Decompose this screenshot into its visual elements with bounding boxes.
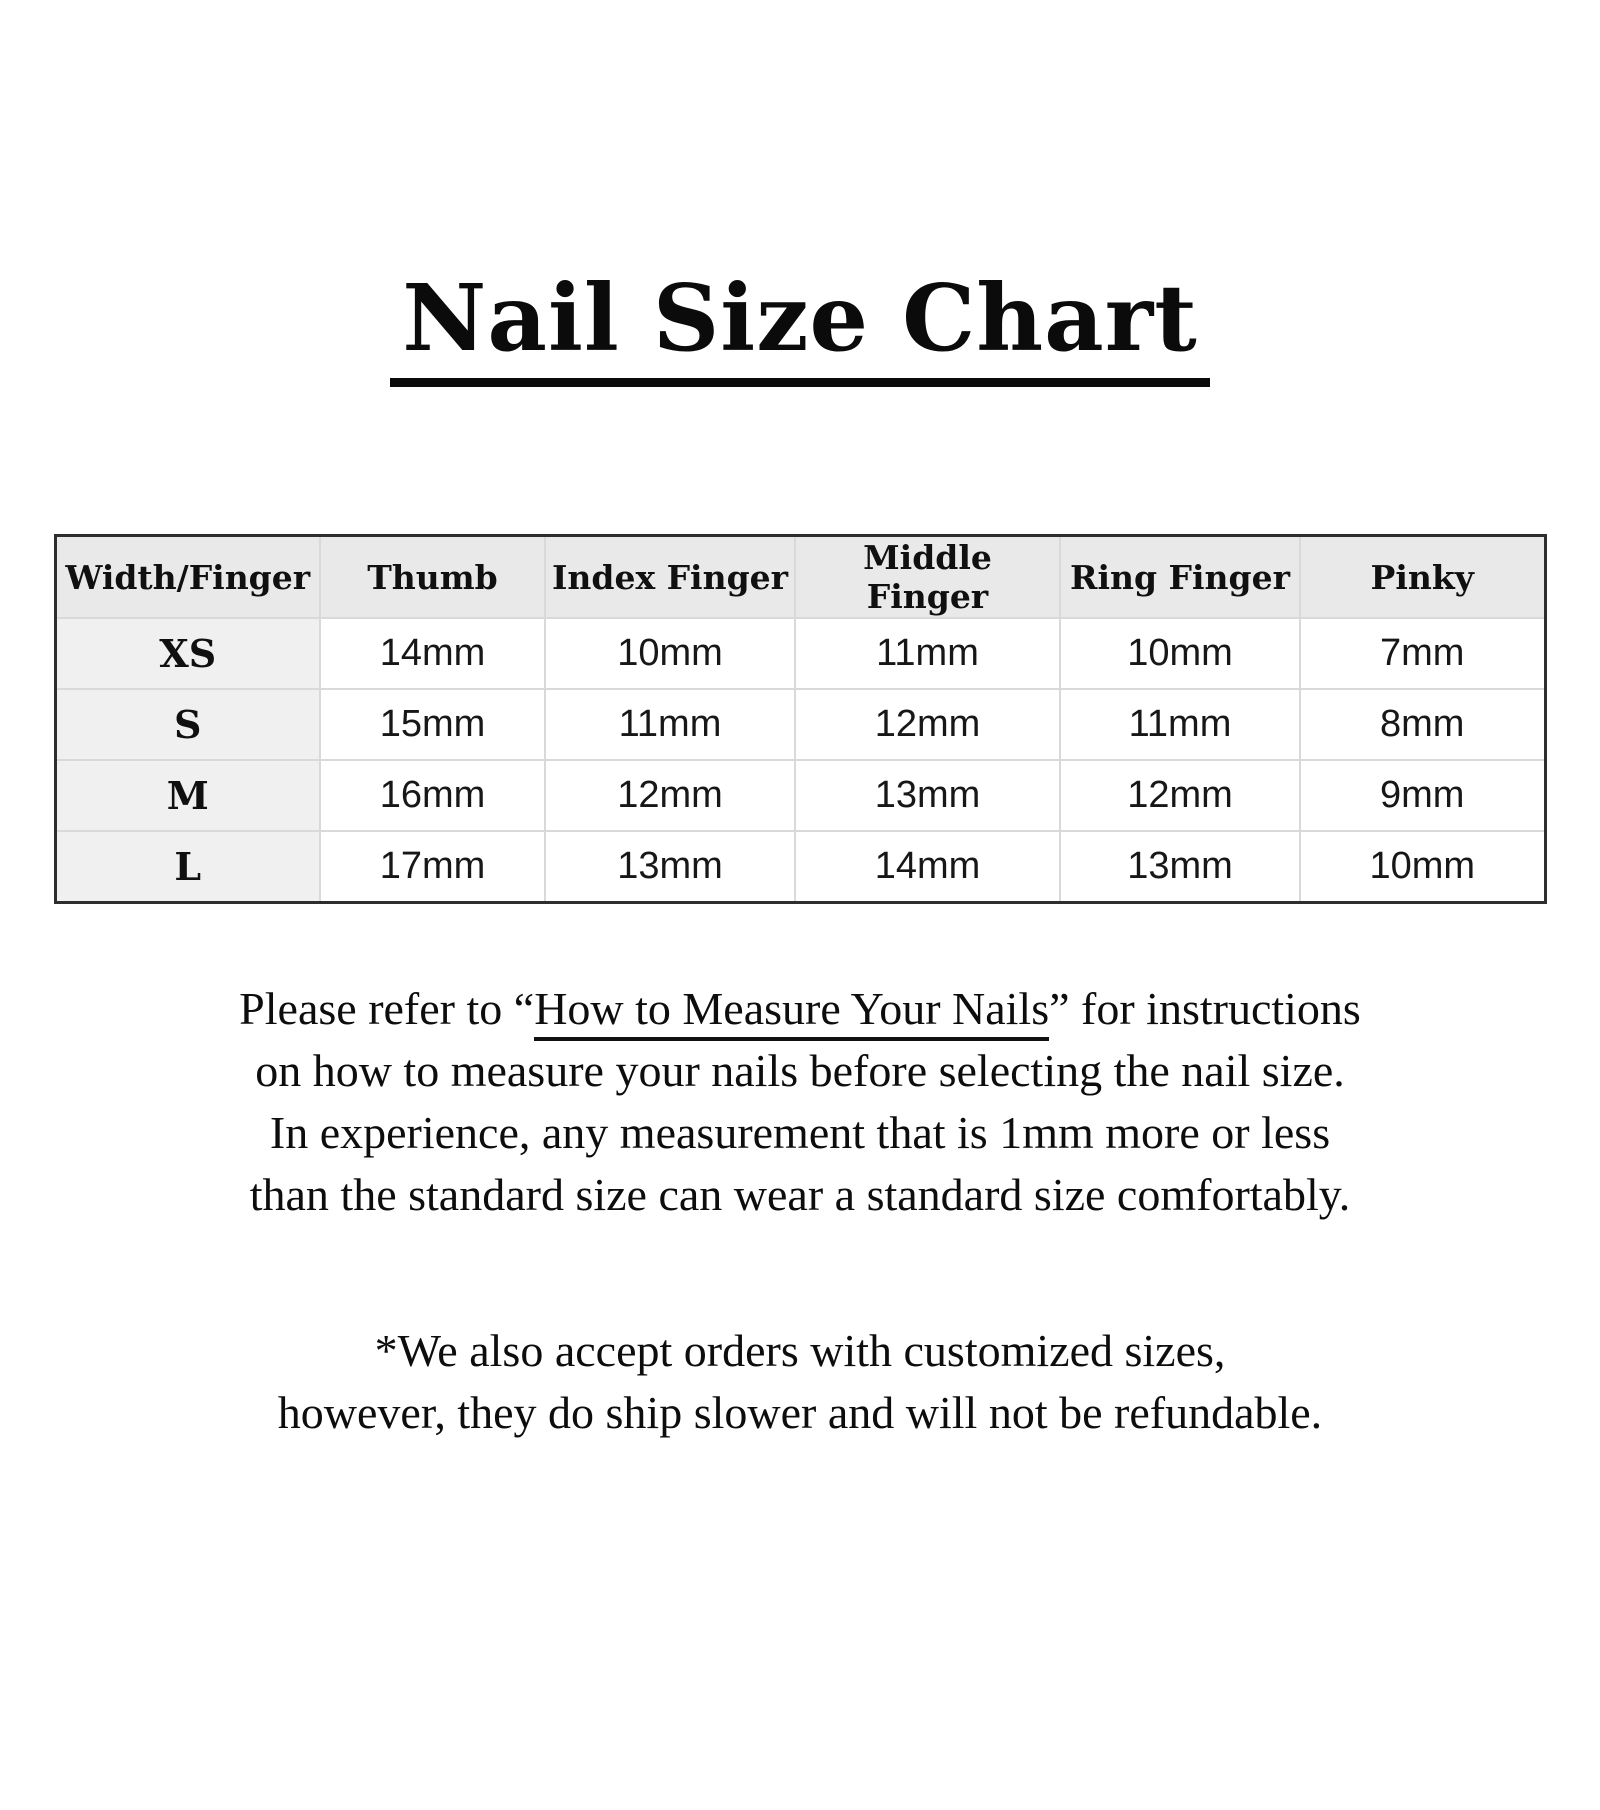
header-cell-thumb: Thumb xyxy=(320,536,545,619)
measurement-note-line-2: on how to measure your nails before selecting the nail size. xyxy=(255,1045,1345,1097)
cell-xs-index: 10mm xyxy=(545,618,795,689)
cell-s-pinky: 8mm xyxy=(1300,689,1545,760)
cell-m-pinky: 9mm xyxy=(1300,760,1545,831)
cell-l-middle: 14mm xyxy=(795,831,1060,903)
row-label-s: S xyxy=(55,689,320,760)
cell-m-middle: 13mm xyxy=(795,760,1060,831)
cell-xs-middle: 11mm xyxy=(795,618,1060,689)
table-row-l xyxy=(55,831,1545,903)
cell-s-index: 11mm xyxy=(545,689,795,760)
how-to-measure-reference: How to Measure Your Nails xyxy=(534,983,1049,1041)
cell-l-pinky: 10mm xyxy=(1300,831,1545,903)
cell-m-index: 12mm xyxy=(545,760,795,831)
measurement-note-line-4: than the standard size can wear a standard size comfortably. xyxy=(249,1169,1351,1221)
note-text: Please refer to “ xyxy=(239,983,535,1035)
custom-sizes-note-line-1: *We also accept orders with customized sizes, xyxy=(374,1325,1226,1377)
table-row-m xyxy=(55,760,1545,831)
nail-size-table xyxy=(54,534,1547,904)
header-cell-ring-finger: Ring Finger xyxy=(1060,536,1300,619)
table-header-row xyxy=(55,536,1545,619)
row-label-xs: XS xyxy=(55,618,320,689)
custom-sizes-note xyxy=(0,1320,1600,1444)
cell-xs-ring: 10mm xyxy=(1060,618,1300,689)
header-cell-width-finger: Width/Finger xyxy=(55,536,320,619)
cell-l-index: 13mm xyxy=(545,831,795,903)
measurement-note-line-1 xyxy=(0,978,1600,1040)
note-text: ” for instructions xyxy=(1049,983,1361,1035)
cell-m-ring: 12mm xyxy=(1060,760,1300,831)
cell-s-middle: 12mm xyxy=(795,689,1060,760)
page-title: Nail Size Chart xyxy=(390,272,1210,387)
cell-s-thumb: 15mm xyxy=(320,689,545,760)
header-cell-pinky: Pinky xyxy=(1300,536,1545,619)
table-row-xs xyxy=(55,618,1545,689)
header-cell-middle-finger: Middle Finger xyxy=(795,536,1060,619)
row-label-l: L xyxy=(55,831,320,903)
header-cell-index-finger: Index Finger xyxy=(545,536,795,619)
row-label-m: M xyxy=(55,760,320,831)
custom-sizes-note-line-2: however, they do ship slower and will not be refundable. xyxy=(277,1387,1323,1439)
title-section xyxy=(0,210,1600,448)
cell-l-thumb: 17mm xyxy=(320,831,545,903)
measurement-note xyxy=(0,978,1600,1226)
cell-xs-thumb: 14mm xyxy=(320,618,545,689)
table-row-s xyxy=(55,689,1545,760)
cell-l-ring: 13mm xyxy=(1060,831,1300,903)
cell-s-ring: 11mm xyxy=(1060,689,1300,760)
cell-m-thumb: 16mm xyxy=(320,760,545,831)
cell-xs-pinky: 7mm xyxy=(1300,618,1545,689)
measurement-note-line-3: In experience, any measurement that is 1mm more or less xyxy=(269,1107,1331,1159)
